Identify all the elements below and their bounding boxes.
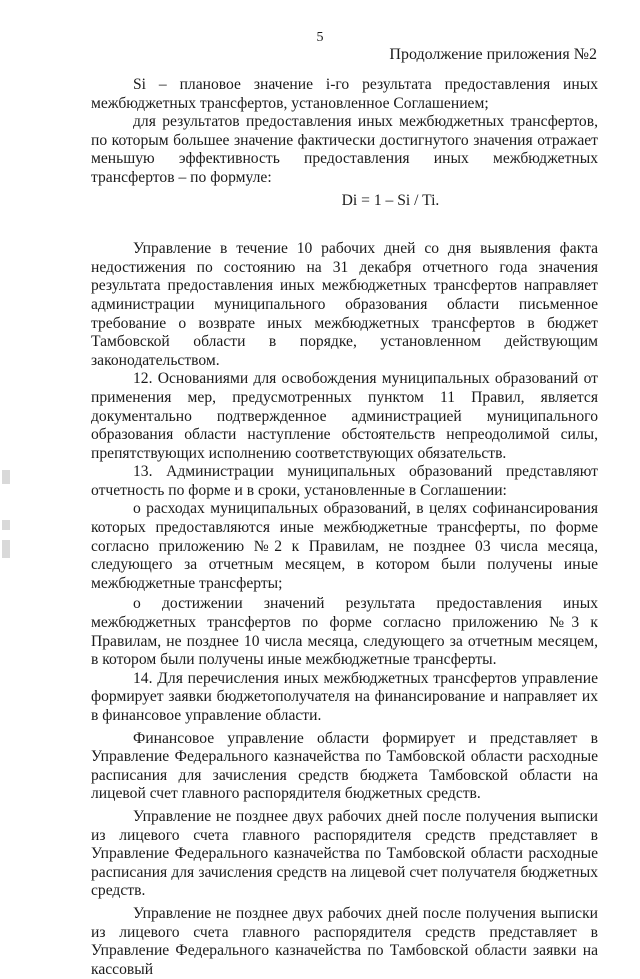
- document-body: [91, 76, 598, 979]
- formula: Di = 1 – Si / Ti.: [341, 191, 440, 209]
- paragraph: для результатов предоставления иных межбюджетных трансфертов, по которым большее значение фактически достигнутого значения отражает меньшую эффективность предоставления иных межбюджетных трансфертов – по формуле:: [91, 113, 598, 186]
- paragraph: Управление не позднее двух рабочих дней после получения выписки из лицевого счета главного распорядителя средств представляет в Управление Федерального казначейства по Тамбовской области заявки на кассовый: [91, 904, 598, 978]
- page-number: 5: [316, 30, 324, 45]
- paragraph: о расходах муниципальных образований, в целях софинансирования которых предоставляются иные межбюджетные трансферты, по форме согласно приложению №2 к Правилам, не позднее 03 числа месяца, следующего за отчетным месяцем, в котором были получены иные межбюджетные трансферты;: [91, 500, 598, 592]
- paragraph: Управление в течение 10 рабочих дней со дня выявления факта недостижения по состоянию на 31 декабря отчетного года значения результата предоставления иных межбюджетных трансфертов направляет администрации муниципального образования области письменное требование о возврате иных межбюджетных трансфертов в бюджет Тамбовской области в порядке, установленном действующим законодательством.: [91, 240, 598, 369]
- paragraph: 13. Администрации муниципальных образований представляют отчетность по форме и в сроки, установленные в Соглашении:: [91, 463, 598, 499]
- paragraph: о достижении значений результата предоставления иных межбюджетных трансфертов по форме согласно приложению №3 к Правилам, не позднее 10 числа месяца, следующего за отчетным месяцем, в котором были получены иные межбюджетные трансферты.: [91, 595, 598, 669]
- paragraph: 14. Для перечисления иных межбюджетных трансфертов управление формирует заявки бюджетополучателя на финансирование и направляет их в финансовое управление области.: [91, 669, 598, 724]
- margin-mark: [2, 540, 10, 558]
- paragraph: Управление не позднее двух рабочих дней после получения выписки из лицевого счета главного распорядителя средств представляет в Управление Федерального казначейства по Тамбовской области расходные расписания для зачисления средств на лицевой счет получателя бюджетных средств.: [91, 807, 598, 900]
- margin-mark: [2, 520, 10, 530]
- paragraph: Финансовое управление области формирует и представляет в Управление Федерального казначейства по Тамбовской области расходные расписания для зачисления средств бюджета Тамбовской области на лицевой счет главного распорядителя бюджетных средств.: [91, 729, 598, 803]
- appendix-header: Продолжение приложения №2: [389, 46, 597, 63]
- paragraph: 12. Основаниями для освобождения муниципальных образований от применения мер, предусмотренных пунктом 11 Правил, является документально подтвержденное администрацией муниципального образования области наступление обстоятельств непреодолимой силы, препятствующих исполнению соответствующих обязательств.: [91, 370, 598, 462]
- paragraph: Si – плановое значение i-го результата предоставления иных межбюджетных трансфертов, установленное Соглашением;: [91, 76, 598, 112]
- margin-mark: [2, 470, 10, 484]
